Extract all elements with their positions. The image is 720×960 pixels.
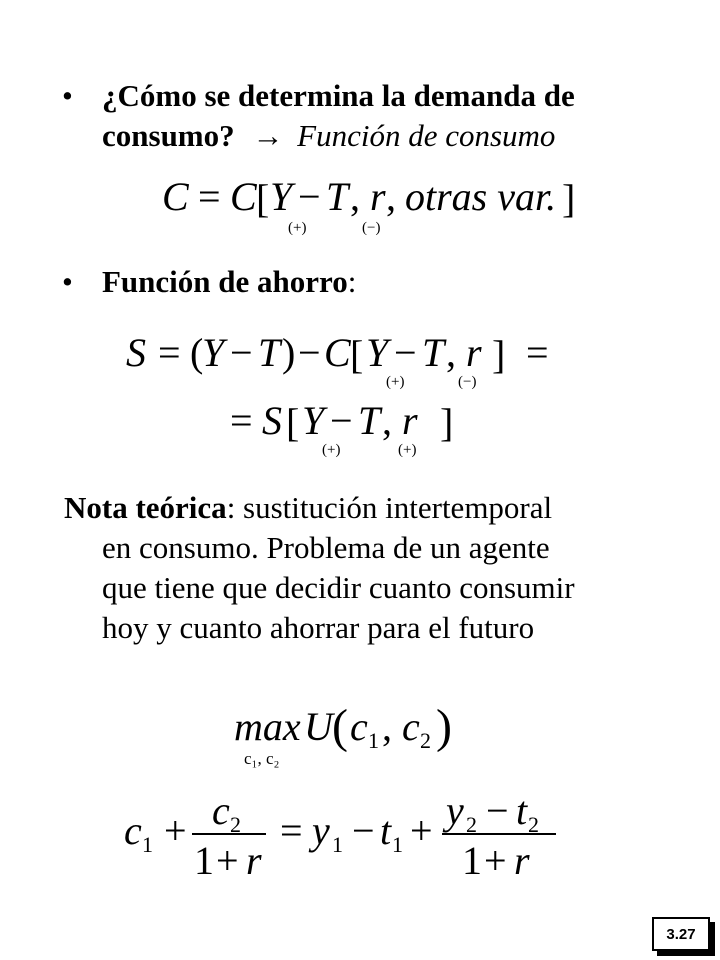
svg-text:−: −	[298, 330, 321, 375]
svg-text:): )	[282, 330, 296, 375]
saving-function-colon: :	[347, 264, 357, 299]
svg-text:C: C	[324, 330, 351, 375]
saving-function-label: Función de ahorro	[102, 264, 348, 299]
svg-text:r: r	[514, 838, 530, 878]
svg-text:U: U	[304, 704, 333, 749]
svg-text:(: (	[332, 700, 348, 753]
bullet-1-consumo: consumo?	[102, 118, 235, 153]
consumption-equation-graphic	[160, 172, 580, 242]
svg-text:,: ,	[446, 330, 456, 375]
svg-text:max: max	[234, 704, 301, 749]
svg-text:r: r	[246, 838, 262, 878]
svg-text:otras var.: otras var.	[405, 174, 557, 219]
maximization-equation-graphic	[232, 700, 472, 770]
svg-text:+: +	[216, 838, 239, 878]
svg-text:1: 1	[142, 832, 153, 857]
svg-text:t: t	[516, 788, 528, 833]
saving-equation-2-graphic	[228, 400, 468, 462]
svg-text:Y: Y	[302, 400, 325, 443]
maximization-equation	[232, 700, 472, 770]
bullet-2-text	[102, 262, 356, 302]
consumption-sign-minus: (−)	[362, 220, 381, 236]
svg-text:C: C	[162, 174, 189, 219]
svg-text:−: −	[394, 330, 417, 375]
svg-text:1: 1	[462, 838, 482, 878]
svg-text:y: y	[446, 788, 464, 833]
consumption-sign-plus: (+)	[288, 220, 307, 236]
svg-text:c: c	[212, 788, 230, 833]
svg-text:=: =	[158, 330, 181, 375]
svg-text:S: S	[262, 400, 282, 443]
svg-text:=: =	[230, 400, 253, 443]
svg-text:S: S	[126, 330, 146, 375]
svg-text:]: ]	[562, 176, 576, 221]
svg-text:C: C	[230, 174, 257, 219]
svg-text:Y: Y	[202, 330, 225, 375]
svg-text:−: −	[330, 400, 353, 443]
saving2-sign-plus-b: (+)	[398, 442, 417, 458]
theory-note	[64, 488, 704, 648]
svg-text:+: +	[484, 838, 507, 878]
svg-text:1: 1	[368, 728, 379, 753]
svg-text:=: =	[526, 330, 549, 375]
svg-text:,: ,	[382, 400, 392, 443]
note-line-1-text: : sustitución intertemporal	[226, 490, 553, 525]
saving1-sign-plus: (+)	[386, 374, 405, 390]
budget-constraint	[120, 786, 570, 878]
svg-text:[: [	[256, 176, 270, 221]
svg-text:=: =	[280, 808, 303, 853]
svg-text:c: c	[124, 808, 142, 853]
bullet-1-function-label: Función de consumo	[297, 118, 556, 153]
saving-equation-2	[228, 400, 468, 462]
svg-text:]: ]	[492, 332, 506, 377]
svg-text:,: ,	[382, 704, 392, 749]
saving1-sign-minus: (−)	[458, 374, 477, 390]
budget-constraint-graphic	[120, 786, 570, 878]
svg-text:(: (	[190, 330, 204, 375]
svg-text:T: T	[326, 174, 349, 219]
note-line-2: en consumo. Problema de un agente	[102, 530, 550, 565]
svg-text:1: 1	[392, 832, 403, 857]
svg-text:2: 2	[466, 812, 477, 837]
svg-text:−: −	[298, 174, 321, 219]
svg-text:,: ,	[350, 174, 360, 219]
svg-text:): )	[436, 700, 452, 753]
svg-text:Y: Y	[366, 330, 389, 375]
page-number: 3.27	[652, 917, 710, 951]
bullet-1-glyph: •	[62, 78, 73, 113]
svg-text:−: −	[352, 808, 375, 853]
bullet-1-line2	[102, 116, 555, 156]
svg-text:c: c	[350, 704, 368, 749]
svg-text:r: r	[402, 400, 418, 443]
svg-text:c: c	[402, 704, 420, 749]
saving2-sign-plus-a: (+)	[322, 442, 341, 458]
saving-equation-1	[122, 330, 562, 392]
svg-text:r: r	[370, 174, 386, 219]
svg-text:2: 2	[230, 812, 241, 837]
maximization-subscript: c₁, c₂	[244, 749, 280, 768]
svg-text:,: ,	[386, 174, 396, 219]
svg-text:T: T	[422, 330, 445, 375]
svg-text:T: T	[258, 330, 281, 375]
svg-text:r: r	[466, 330, 482, 375]
svg-text:1: 1	[194, 838, 214, 878]
saving-equation-1-graphic	[122, 330, 562, 392]
svg-text:1: 1	[332, 832, 343, 857]
svg-text:[: [	[286, 400, 300, 445]
note-line-3: que tiene que decidir cuanto consumir	[102, 570, 575, 605]
svg-text:2: 2	[420, 728, 431, 753]
svg-text:−: −	[486, 788, 509, 833]
svg-text:=: =	[198, 174, 221, 219]
note-line-4: hoy y cuanto ahorrar para el futuro	[102, 610, 535, 645]
arrow-icon: →	[252, 118, 284, 153]
note-heading: Nota teórica	[64, 490, 227, 525]
svg-text:t: t	[380, 808, 392, 853]
consumption-equation	[160, 172, 580, 242]
svg-text:+: +	[410, 808, 433, 853]
bullet-1-line1: ¿Cómo se determina la demanda de	[102, 78, 575, 113]
svg-text:2: 2	[528, 812, 539, 837]
svg-text:−: −	[230, 330, 253, 375]
svg-text:[: [	[350, 332, 364, 377]
svg-text:y: y	[312, 808, 330, 853]
note-line-1	[64, 488, 704, 528]
svg-text:Y: Y	[270, 174, 293, 219]
svg-text:]: ]	[440, 400, 454, 445]
svg-text:+: +	[164, 808, 187, 853]
svg-text:T: T	[358, 400, 381, 443]
bullet-2-glyph: •	[62, 264, 73, 299]
